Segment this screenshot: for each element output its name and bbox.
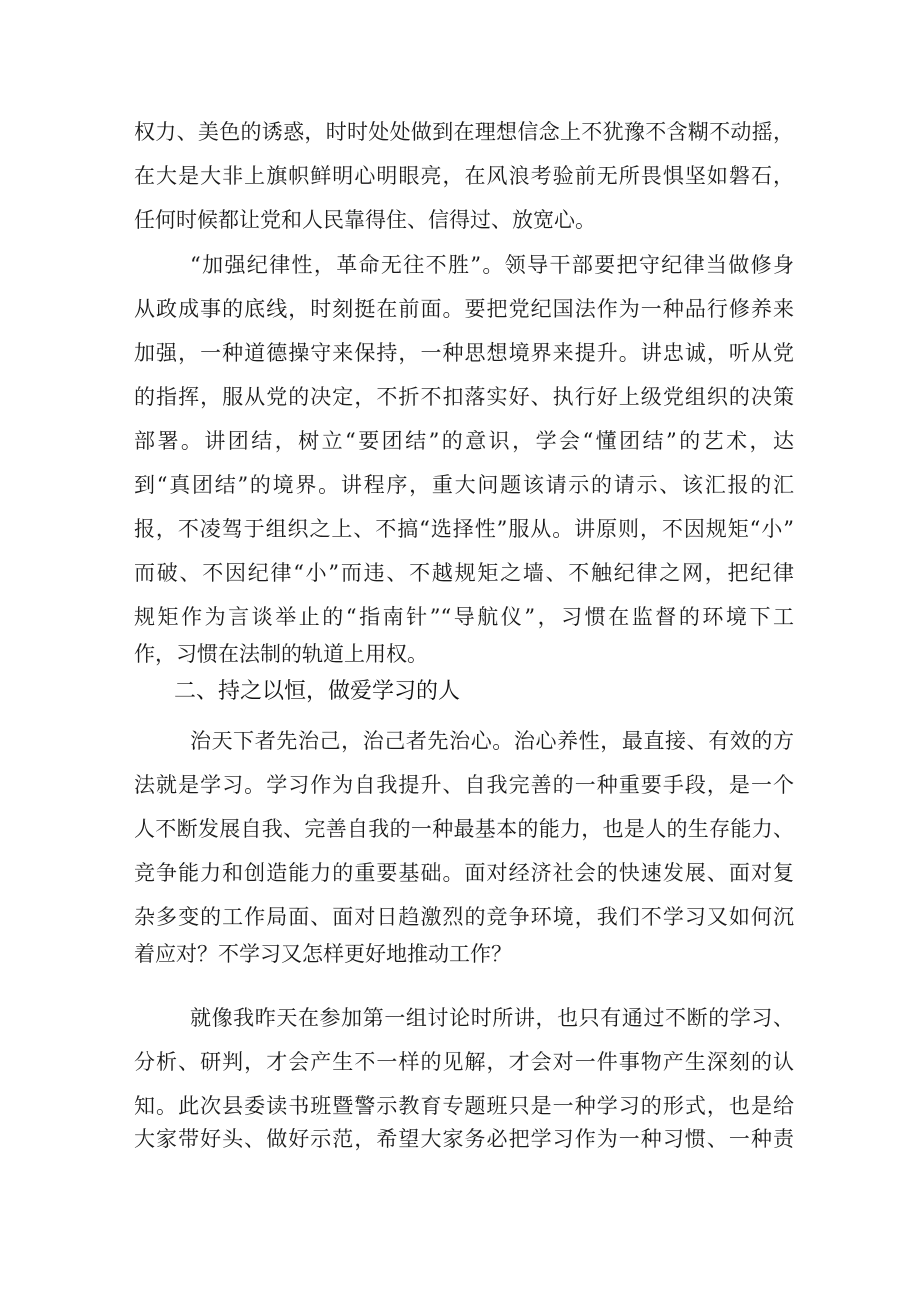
paragraph-line: 的指挥，服从党的决定，不折不扣落实好、执行好上级党组织的决策 bbox=[134, 385, 794, 409]
paragraph-line: 任何时候都让党和人民靠得住、信得过、放宽心。 bbox=[134, 208, 596, 232]
paragraph-line: “加强纪律性，革命无往不胜”。领导干部要把守纪律当做修身 bbox=[190, 253, 794, 277]
paragraph-line: 治天下者先治己，治己者先治心。治心养性，最直接、有效的方 bbox=[190, 729, 794, 753]
paragraph-line: 就像我昨天在参加第一组讨论时所讲，也只有通过不断的学习、 bbox=[190, 1006, 794, 1030]
paragraph-line: 人不断发展自我、完善自我的一种最基本的能力，也是人的生存能力、 bbox=[134, 817, 794, 841]
paragraph-line: 加强，一种道德操守来保持，一种思想境界来提升。讲忠诚，听从党 bbox=[134, 341, 794, 365]
paragraph-line: 到“真团结”的境界。讲程序，重大问题该请示的请示、该汇报的汇 bbox=[134, 473, 794, 497]
section-heading: 二、持之以恒，做爱学习的人 bbox=[174, 679, 461, 704]
paragraph-line: 作，习惯在法制的轨道上用权。 bbox=[134, 642, 428, 666]
paragraph-line: 而破、不因纪律“小”而违、不越规矩之墙、不触纪律之网，把纪律 bbox=[134, 561, 794, 585]
paragraph-line: 从政成事的底线，时刻挺在前面。要把党纪国法作为一种品行修养来 bbox=[134, 297, 794, 321]
paragraph-line: 权力、美色的诱惑，时时处处做到在理想信念上不犹豫不含糊不动摇， bbox=[134, 120, 794, 144]
paragraph-line: 规矩作为言谈举止的“指南针”“导航仪”，习惯在监督的环境下工 bbox=[134, 605, 794, 629]
paragraph-line: 竞争能力和创造能力的重要基础。面对经济社会的快速发展、面对复 bbox=[134, 861, 794, 885]
paragraph-line: 分析、研判，才会产生不一样的见解，才会对一件事物产生深刻的认 bbox=[134, 1050, 794, 1074]
paragraph-line: 法就是学习。学习作为自我提升、自我完善的一种重要手段，是一个 bbox=[134, 773, 794, 797]
paragraph-line: 大家带好头、做好示范，希望大家务必把学习作为一种习惯、一种责 bbox=[134, 1127, 794, 1151]
paragraph-line: 杂多变的工作局面、面对日趋激烈的竞争环境，我们不学习又如何沉 bbox=[134, 905, 794, 929]
paragraph-line: 部署。讲团结，树立“要团结”的意识，学会“懂团结”的艺术，达 bbox=[134, 429, 794, 453]
paragraph-line: 报，不凌驾于组织之上、不搞“选择性”服从。讲原则，不因规矩“小” bbox=[134, 517, 794, 541]
paragraph-line: 知。此次县委读书班暨警示教育专题班只是一种学习的形式，也是给 bbox=[134, 1094, 794, 1118]
paragraph-line: 在大是大非上旗帜鲜明心明眼亮，在风浪考验前无所畏惧坚如磐石， bbox=[134, 164, 794, 188]
paragraph-line: 着应对？不学习又怎样更好地推动工作？ bbox=[134, 942, 512, 966]
